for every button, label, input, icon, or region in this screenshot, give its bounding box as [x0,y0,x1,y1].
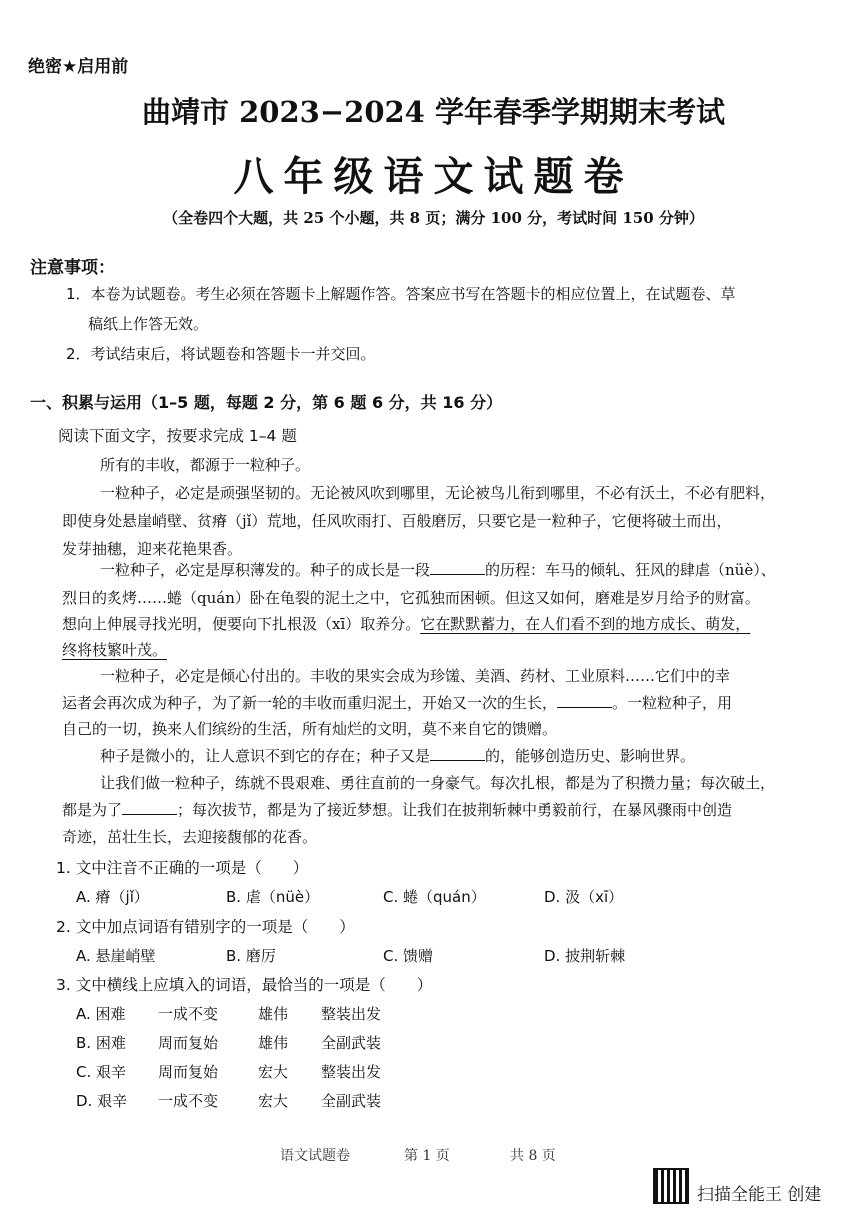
question-2-option-a: A. 悬崖峭壁 [76,947,156,965]
passage-p1-line2: 即使身处悬崖峭壁、贫瘠（jǐ）荒地，任风吹雨打、百般磨厉，只要它是一粒种子，它便将破土而出， [62,512,732,530]
passage-p2-line1 [100,559,776,580]
footer-total: 共 8 页 [510,1148,556,1164]
passage-p1-line3: 发芽抽穗，迎来花艳果香。 [62,540,243,558]
fill-blank [557,693,612,708]
question-2-option-c: C. 馈赠 [383,947,434,965]
passage-p3-line3: 自己的一切，换来人们缤纷的生活，所有灿烂的文明，莫不来自它的馈赠。 [62,720,558,738]
question-3-row-b-word4: 全副武装 [321,1034,382,1052]
question-2-option-d: D. 披荆斩棘 [544,947,626,965]
passage-p5-line2 [62,799,732,820]
notice-heading: 注意事项： [30,258,115,278]
passage-p3-line1: 一粒种子，必定是倾心付出的。丰收的果实会成为珍馐、美酒、药材、工业原料……它们中的幸 [100,667,731,685]
question-3-row-c-word4: 整装出发 [321,1063,382,1081]
scanner-watermark: 扫描全能王 创建 [697,1185,822,1205]
passage-p5-line1: 让我们做一粒种子，练就不畏艰难、勇往直前的一身豪气。每次扎根，都是为了积攒力量；每次破土， [100,774,776,792]
question-1-stem: 1. 文中注音不正确的一项是（ ） [56,859,309,877]
paper-title: 八年级语文试题卷 [233,153,634,200]
question-3-row-d-word3: 宏大 [258,1092,289,1110]
passage-p2-line2: 烈日的炙烤……蜷（quán）卧在龟裂的泥土之中，它孤独而困顿。但这又如何，磨难是岁月给予的财富。 [62,589,760,607]
question-1-option-b: B. 虐（nüè） [226,888,320,906]
question-3-row-d-word1: D. 艰辛 [76,1092,128,1110]
paper-info: （全卷四个大题，共 25 个小题，共 8 页；满分 100 分，考试时间 150 分钟） [163,209,704,227]
passage-p2-line3 [62,613,750,634]
underlined-sentence: 它在默默蓄力，在人们看不到的地方成长、萌发， [420,615,751,633]
passage-p0: 所有的丰收，都源于一粒种子。 [100,456,311,474]
question-1-option-a: A. 瘠（jǐ） [76,888,149,906]
passage-p3-line2 [62,692,732,713]
question-3-row-b-word2: 周而复始 [158,1034,219,1052]
exam-title: 曲靖市 2023−2024 学年春季学期期末考试 [142,95,725,129]
fill-blank [122,800,177,815]
passage-text: 的历程：车马的倾轧、狂风的肆虐（nüè）、 [485,561,776,579]
notice-item-2: 2．考试结束后，将试题卷和答题卡一并交回。 [66,345,376,363]
passage-text: 都是为了 [62,801,123,819]
passage-p4 [100,745,695,766]
question-2-option-b: B. 磨厉 [226,947,276,965]
question-1-option-c: C. 蜷（quán） [383,888,486,906]
question-1-option-d: D. 汲（xī） [544,888,624,906]
passage-text: 一粒种子，必定是厚积薄发的。种子的成长是一段 [100,561,431,579]
section-1-heading: 一、积累与运用（1–5 题，每题 2 分，第 6 题 6 分，共 16 分） [30,393,503,412]
question-3-row-a-word1: A. 困难 [76,1005,126,1023]
question-3-row-c-word2: 周而复始 [158,1063,219,1081]
reading-instruction: 阅读下面文字，按要求完成 1–4 题 [58,427,297,445]
question-2-stem: 2. 文中加点词语有错别字的一项是（ ） [56,918,355,936]
question-3-row-c-word3: 宏大 [258,1063,289,1081]
question-3-row-c-word1: C. 艰辛 [76,1063,127,1081]
passage-text: 运者会再次成为种子，为了新一轮的丰收而重归泥土，开始又一次的生长， [62,694,558,712]
passage-p1-line1: 一粒种子，必定是顽强坚韧的。无论被风吹到哪里，无论被鸟儿衔到哪里，不必有沃土，不必有肥料， [100,484,776,502]
confidential-mark: 绝密★启用前 [28,57,129,77]
question-3-row-b-word1: B. 困难 [76,1034,126,1052]
footer-subject: 语文试题卷 [280,1148,350,1164]
passage-text: 。一粒粒种子，用 [612,694,733,712]
qr-code-icon [653,1168,689,1204]
passage-text: 的，能够创造历史、影响世界。 [485,747,696,765]
fill-blank [430,746,485,761]
question-3-row-d-word4: 全副武装 [321,1092,382,1110]
question-3-row-b-word3: 雄伟 [258,1034,289,1052]
notice-item-1: 1．本卷为试题卷。考生必须在答题卡上解题作答。答案应书写在答题卡的相应位置上，在试题卷、草 [66,285,736,303]
footer-page: 第 1 页 [404,1148,450,1164]
notice-item-1-cont: 稿纸上作答无效。 [88,315,209,333]
question-3-stem: 3. 文中横线上应填入的词语，最恰当的一项是（ ） [56,976,433,994]
passage-text: 种子是微小的，让人意识不到它的存在；种子又是 [100,747,431,765]
question-3-row-a-word4: 整装出发 [321,1005,382,1023]
underlined-sentence-end: 终将枝繁叶茂。 [62,641,168,659]
fill-blank [430,560,485,575]
question-3-row-a-word2: 一成不变 [158,1005,219,1023]
question-3-row-a-word3: 雄伟 [258,1005,289,1023]
passage-p5-line3: 奇迹，茁壮生长，去迎接馥郁的花香。 [62,828,318,846]
passage-text: ；每次拔节，都是为了接近梦想。让我们在披荆斩棘中勇毅前行，在暴风骤雨中创造 [177,801,733,819]
question-3-row-d-word2: 一成不变 [158,1092,219,1110]
passage-text: 想向上伸展寻找光明，便要向下扎根汲（xī）取养分。 [62,615,421,633]
